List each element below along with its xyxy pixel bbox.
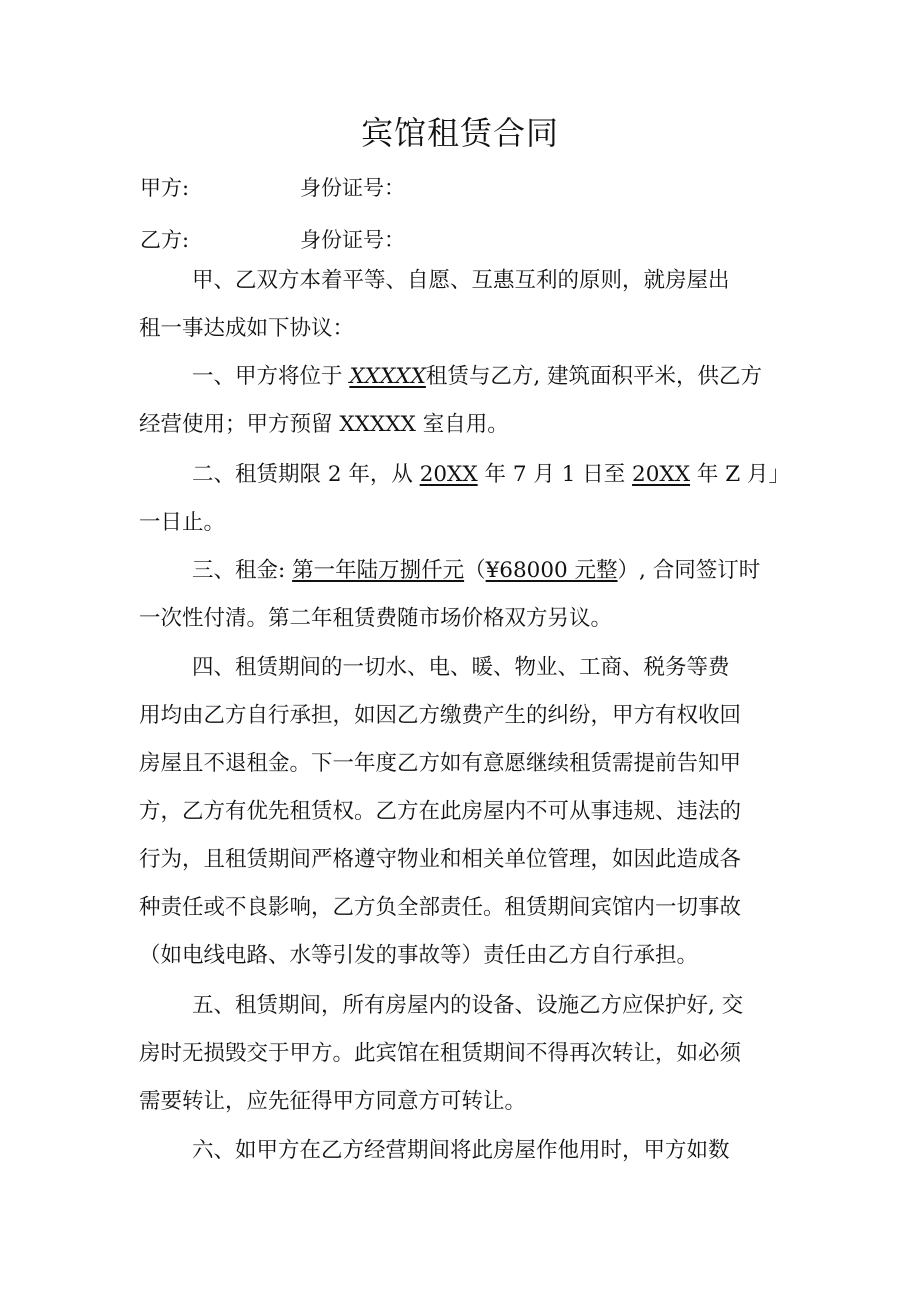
clause-4-line-6: 种责任或不良影响，乙方负全部责任。租赁期间宾馆内一切事故 [139,895,742,920]
clause-1-line-1 [192,362,762,392]
clause-3-line-2: 一次性付清。第二年租赁费随市场价格双方另议。 [139,606,613,631]
clause-1-line-2: 经营使用；甲方预留 XXXXX 室自用。 [139,412,509,437]
party-a-id-label: 身份证号： [300,176,405,200]
clause-4-line-2: 用均由乙方自行承担，如因乙方缴费产生的纠纷，甲方有权收回 [139,703,742,728]
clause-3-prefix: 三、租金: [192,558,293,583]
document-title: 宾馆租赁合同 [360,114,559,152]
clause-2-line-2: 一日止。 [139,510,226,535]
clause-2-start-year: 20XX [419,462,478,487]
clause-4-line-5: 行为，且租赁期间严格遵守物业和相关单位管理，如因此造成各 [139,847,742,872]
clause-3-paren-open: （ [464,558,486,583]
clause-6-line-1: 六、如甲方在乙方经营期间将此房屋作他用时，甲方如数 [192,1138,730,1163]
clause-2-prefix: 二、租赁期限 2 年，从 [192,462,420,487]
clause-5-line-1: 五、租赁期间，所有房屋内的设备、设施乙方应保护好, 交 [192,993,744,1018]
clause-1-location: XXXXX [349,364,426,389]
clause-4-line-3: 房屋且不退租金。下一年度乙方如有意愿继续租赁需提前告知甲 [139,751,742,776]
clause-3-line-1 [192,556,760,586]
clause-4-line-4: 方，乙方有优先租赁权。乙方在此房屋内不可从事违规、违法的 [139,799,742,824]
intro-line-2: 租一事达成如下协议： [139,316,355,341]
party-b-id-label: 身份证号： [300,228,405,252]
clause-2-end-year: 20XX [632,462,691,487]
clause-5-line-3: 需要转让，应先征得甲方同意方可转让。 [139,1089,527,1114]
clause-2-mid: 年 7 月 1 日至 [477,462,633,487]
intro-line-1: 甲、乙双方本着平等、自愿、互惠互利的原则，就房屋出 [192,268,730,293]
party-a-label: 甲方: [140,176,190,200]
clause-4-line-7: （如电线电路、水等引发的事故等）责任由乙方自行承担。 [139,943,699,968]
clause-3-amount-words: 第一年陆万捌仟元 [292,558,465,583]
clause-1-rest: 租赁与乙方, 建筑面积平米，供乙方 [425,364,763,389]
party-a-row [140,172,405,202]
clause-1-prefix: 一、甲方将位于 [192,364,350,389]
clause-5-line-2: 房时无损毁交于甲方。此宾馆在租赁期间不得再次转让，如必须 [139,1041,742,1066]
party-b-label: 乙方: [140,228,190,252]
clause-4-line-1: 四、租赁期间的一切水、电、暖、物业、工商、税务等费 [192,655,730,680]
clause-2-line-1 [192,460,790,490]
clause-3-rest: ）, 合同签订时 [617,558,761,583]
party-b-row [140,224,405,254]
clause-3-amount-number: ¥68000 元整 [485,558,618,583]
clause-2-end: 年 Z 月」 [690,462,790,487]
